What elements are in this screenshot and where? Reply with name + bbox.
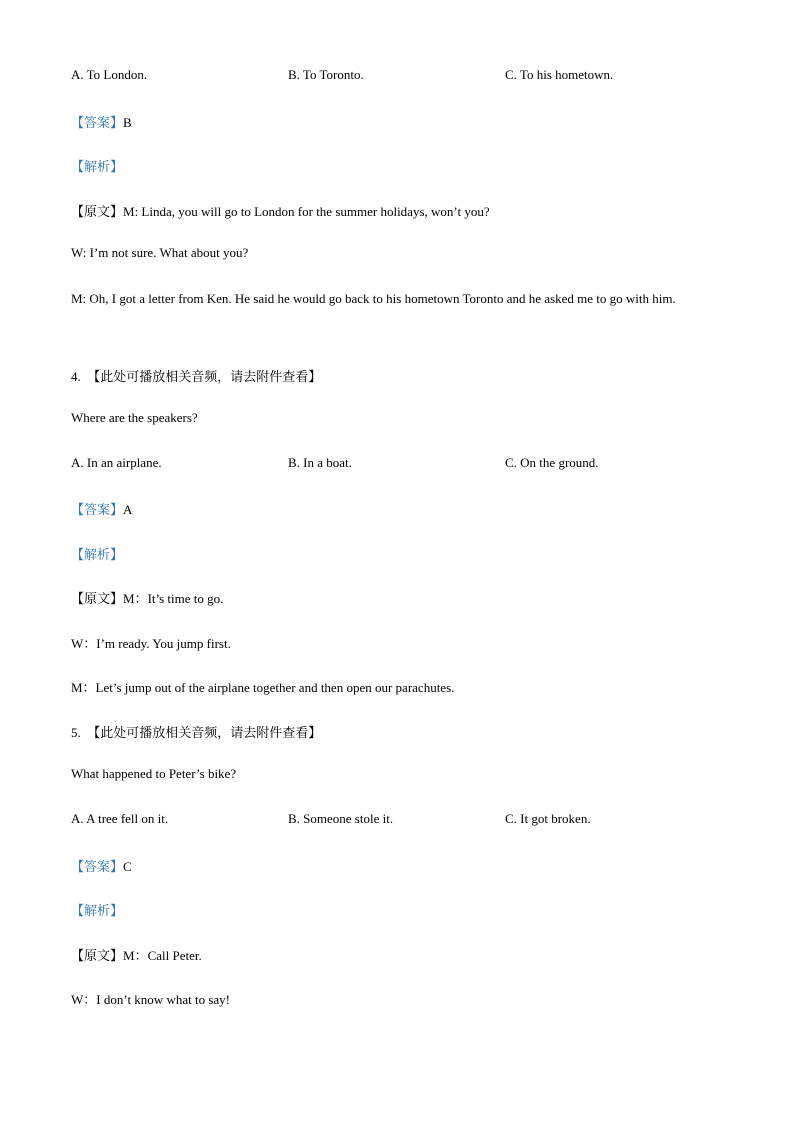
q4-option-a: A. In an airplane. [71,455,162,470]
q4-analysis-label: 【解析】 [71,547,124,562]
q5-audio-note[interactable]: 【此处可播放相关音频，请去附件查看】 [87,725,322,740]
q4-answer-label: 【答案】 [71,502,124,517]
q5-options [71,811,731,829]
q4-answer-value: A [123,502,133,517]
q3-answer-value: B [123,115,132,130]
q3-transcript-line-3: M: Oh, I got a letter from Ken. He said he would go back to his hometown Toronto and he asked me to go with him. [71,291,676,306]
q4-original-label: 【原文】 [71,591,124,606]
q5-number: 5. [71,725,81,740]
q4-options [71,455,731,473]
q5-answer [71,856,132,875]
q3-option-b: B. To Toronto. [288,67,364,82]
q3-option-a: A. To London. [71,67,148,82]
q3-answer [71,112,132,131]
q4-number: 4. [71,369,81,384]
q4-question: Where are the speakers? [71,410,198,425]
q3-analysis-label: 【解析】 [71,159,124,174]
q5-transcript-line-2: W：I don’t know what to say! [71,992,230,1007]
q5-option-a: A. A tree fell on it. [71,811,169,826]
q3-original-label: 【原文】 [71,204,124,219]
q4-transcript-line-3: M：Let’s jump out of the airplane together and then open our parachutes. [71,680,455,695]
q5-header [71,722,321,741]
q5-answer-label: 【答案】 [71,859,124,874]
q4-transcript-text-1: M：It’s time to go. [123,591,224,606]
q5-answer-value: C [123,859,132,874]
q3-options [71,67,731,85]
q4-header [71,366,321,385]
q5-option-c: C. It got broken. [505,811,591,826]
q3-option-c: C. To his hometown. [505,67,614,82]
q5-transcript-text-1: M：Call Peter. [123,948,202,963]
q4-answer [71,499,132,518]
q4-audio-note[interactable]: 【此处可播放相关音频，请去附件查看】 [87,369,322,384]
q3-answer-label: 【答案】 [71,115,124,130]
q3-transcript-line-1 [71,201,490,220]
q5-analysis-label: 【解析】 [71,903,124,918]
q4-option-b: B. In a boat. [288,455,352,470]
q4-transcript-line-2: W：I’m ready. You jump first. [71,636,231,651]
q5-original-label: 【原文】 [71,948,124,963]
q5-question: What happened to Peter’s bike? [71,766,237,781]
q5-transcript-line-1 [71,945,202,964]
q4-transcript-line-1 [71,588,223,607]
q4-option-c: C. On the ground. [505,455,599,470]
q3-transcript-text-1: M: Linda, you will go to London for the summer holidays, won’t you? [123,204,490,219]
q3-transcript-line-2: W: I’m not sure. What about you? [71,245,249,260]
q5-option-b: B. Someone stole it. [288,811,394,826]
